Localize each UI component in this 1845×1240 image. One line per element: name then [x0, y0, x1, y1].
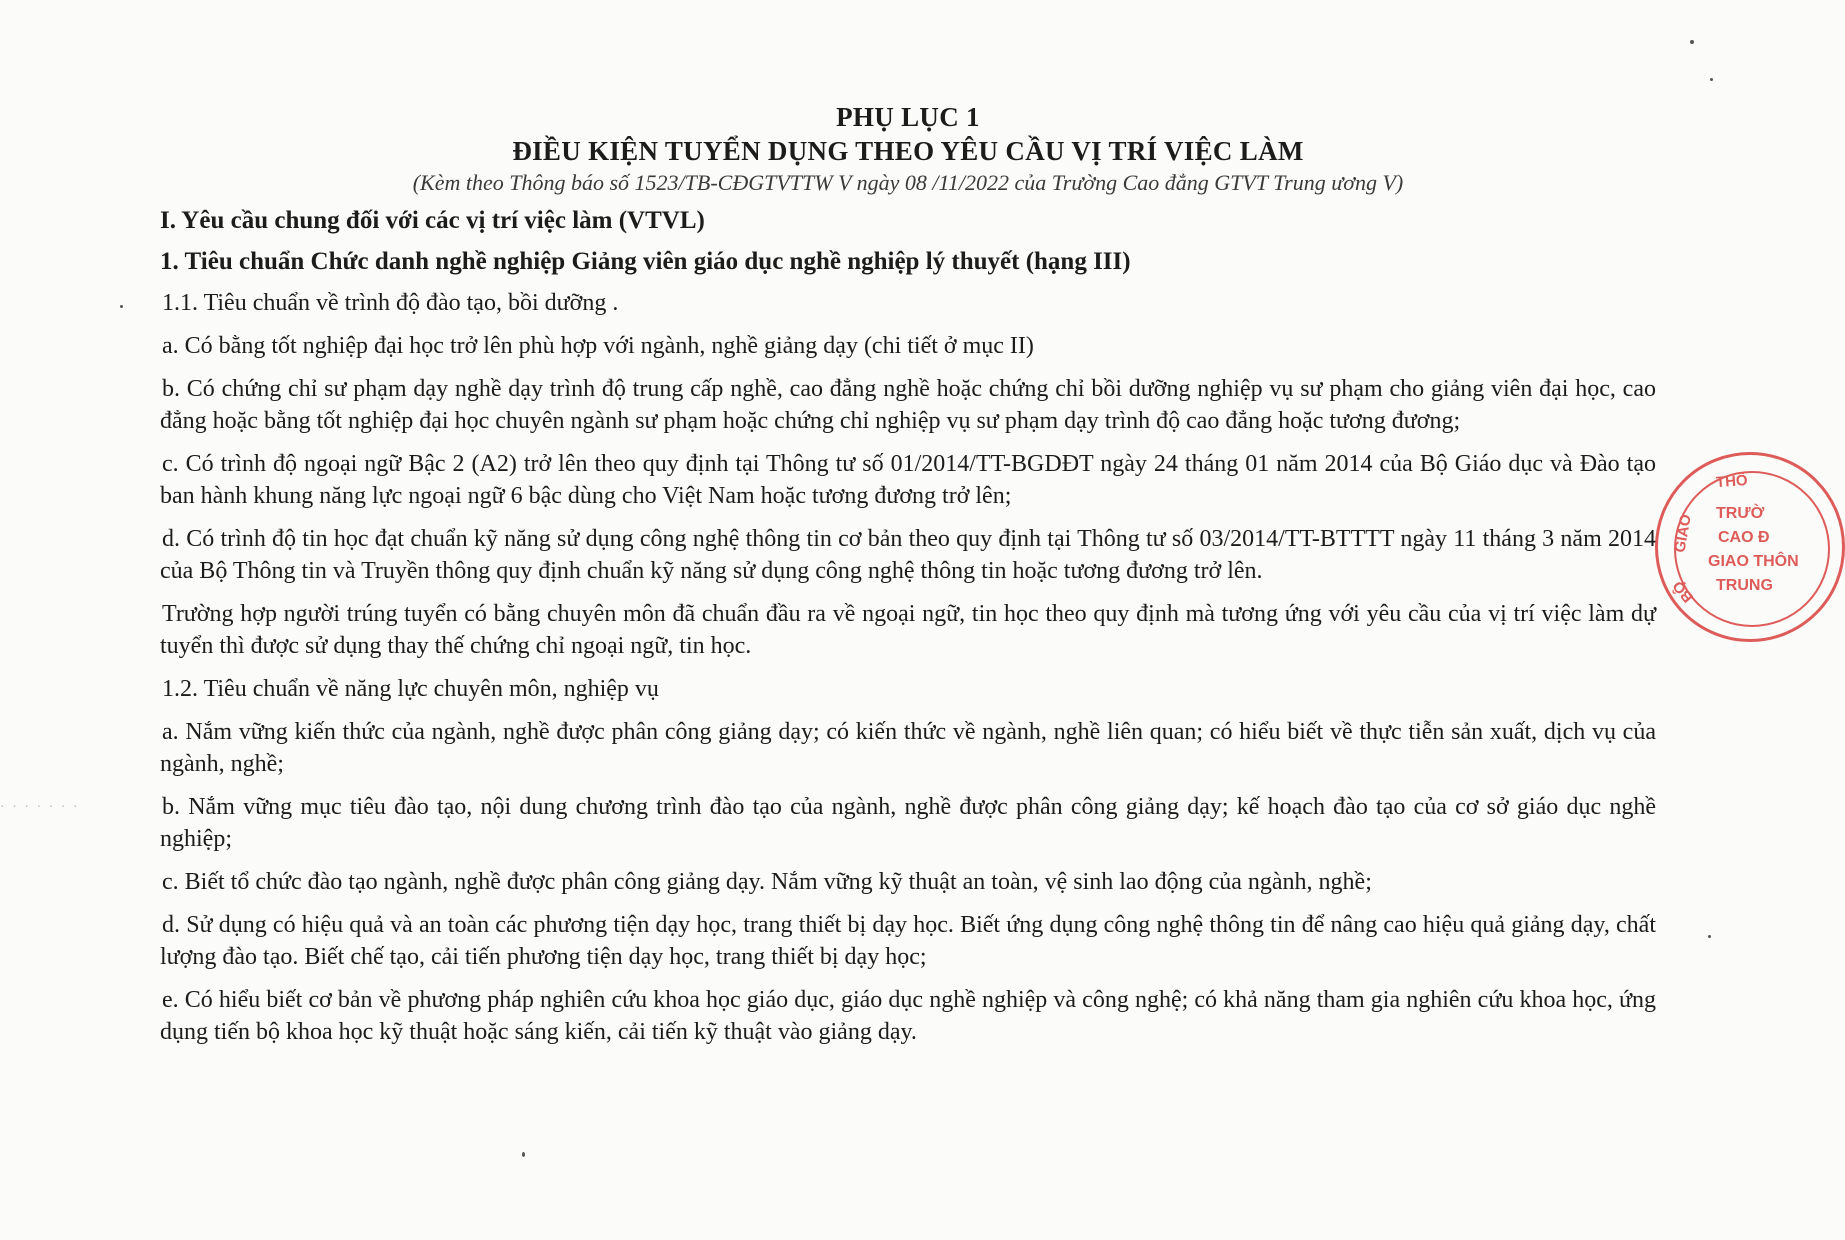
- item-1-1-d: d. Có trình độ tin học đạt chuẩn kỹ năng sử dụng công nghệ thông tin cơ bản theo quy định tại Thông tư số 03/2014/TT-BTTTT ngày 11 tháng 3 năm 2014 của Bộ Thông tin và Truyền thông quy định chuẩn kỹ năng sử dụng công nghệ thông tin hoặc tương đương trở lên.: [160, 526, 1656, 584]
- scan-speck: [1708, 935, 1711, 938]
- seal-ring-text-top: THÔ: [1715, 471, 1749, 492]
- document-title: ĐIỀU KIỆN TUYỂN DỤNG THEO YÊU CẦU VỊ TRÍ VIỆC LÀM: [512, 136, 1304, 166]
- scan-speck: [1710, 78, 1713, 81]
- seal-line-3: GIAO THÔN: [1708, 553, 1799, 570]
- item-1-1-a: a. Có bằng tốt nghiệp đại học trở lên phù hợp với ngành, nghề giảng dạy (chi tiết ở mục II): [162, 333, 1034, 359]
- item-1-2-e: e. Có hiểu biết cơ bản về phương pháp nghiên cứu khoa học giáo dục, giáo dục nghề nghiệp và công nghệ; có khả năng tham gia nghiên cứu khoa học, ứng dụng tiến bộ khoa học kỹ thuật hoặc sáng kiến, cải tiến kỹ thuật vào giảng dạy.: [160, 987, 1656, 1045]
- document-subtitle: (Kèm theo Thông báo số 1523/TB-CĐGTVTTW V ngày 08 /11/2022 của Trường Cao đẳng GTVT Trung ương V): [412, 170, 1404, 195]
- seal-line-4: TRUNG: [1716, 577, 1773, 594]
- item-1-2-d: d. Sử dụng có hiệu quả và an toàn các phương tiện dạy học, trang thiết bị dạy học. Biết ứng dụng công nghệ thông tin để nâng cao hiệu quả giảng dạy, chất lượng đào tạo. Biết chế tạo, cải tiến phương tiện dạy học, trang thiết bị dạy học;: [160, 912, 1656, 970]
- document-body: [160, 100, 1656, 1059]
- section-heading-1: 1. Tiêu chuẩn Chức danh nghề nghiệp Giảng viên giáo dục nghề nghiệp lý thuyết (hạng III): [160, 248, 1131, 275]
- item-1-1-c: c. Có trình độ ngoại ngữ Bậc 2 (A2) trở lên theo quy định tại Thông tư số 01/2014/TT-BGDĐT ngày 24 tháng 01 năm 2014 của Bộ Giáo dục và Đào tạo ban hành khung năng lực ngoại ngữ 6 bậc dùng cho Việt Nam hoặc tương đương trở lên;: [160, 451, 1656, 509]
- seal-ring-text-left-bottom: BỘ: [1669, 577, 1697, 606]
- scan-bleed-through: · · · · · · ·: [0, 800, 80, 815]
- section-heading-I: I. Yêu cầu chung đối với các vị trí việc làm (VTVL): [160, 207, 705, 234]
- item-1-1-b: b. Có chứng chỉ sư phạm dạy nghề dạy trình độ trung cấp nghề, cao đẳng nghề hoặc chứng chỉ bồi dưỡng nghiệp vụ sư phạm cho giảng viên đại học, cao đẳng hoặc bằng tốt nghiệp đại học chuyên ngành sư phạm hoặc chứng chỉ nghiệp vụ sư phạm dạy trình độ cao đẳng hoặc tương đương;: [160, 376, 1656, 434]
- scan-speck: [120, 305, 123, 308]
- item-1-1-note: Trường hợp người trúng tuyển có bằng chuyên môn đã chuẩn đầu ra về ngoại ngữ, tin học theo quy định mà tương ứng với yêu cầu của vị trí việc làm dự tuyển thì được sử dụng thay thế chứng chỉ ngoại ngữ, tin học.: [160, 601, 1656, 659]
- seal-inner-ring: [1674, 471, 1830, 627]
- seal-line-2: CAO Đ: [1718, 529, 1770, 546]
- official-seal-stamp: [1655, 452, 1845, 642]
- item-1-2-b: b. Nắm vững mục tiêu đào tạo, nội dung chương trình đào tạo của ngành, nghề được phân công giảng dạy; kế hoạch đào tạo của cơ sở giáo dục nghề nghiệp;: [160, 794, 1656, 852]
- item-1-1: 1.1. Tiêu chuẩn về trình độ đào tạo, bồi dưỡng .: [162, 290, 619, 316]
- item-1-2: 1.2. Tiêu chuẩn về năng lực chuyên môn, nghiệp vụ: [162, 676, 659, 702]
- scan-speck: [522, 1152, 525, 1157]
- seal-line-1: TRƯỜ: [1716, 505, 1765, 522]
- item-1-2-c: c. Biết tổ chức đào tạo ngành, nghề được phân công giảng dạy. Nắm vững kỹ thuật an toàn, vệ sinh lao động của ngành, nghề;: [162, 869, 1372, 895]
- item-1-2-a: a. Nắm vững kiến thức của ngành, nghề được phân công giảng dạy; có kiến thức về ngành, nghề liên quan; có hiểu biết về thực tiễn sản xuất, dịch vụ của ngành, nghề;: [160, 719, 1656, 777]
- scan-speck: [1690, 40, 1694, 44]
- seal-ring-text-left: GIAO: [1671, 513, 1695, 554]
- appendix-title: PHỤ LỤC 1: [836, 102, 980, 132]
